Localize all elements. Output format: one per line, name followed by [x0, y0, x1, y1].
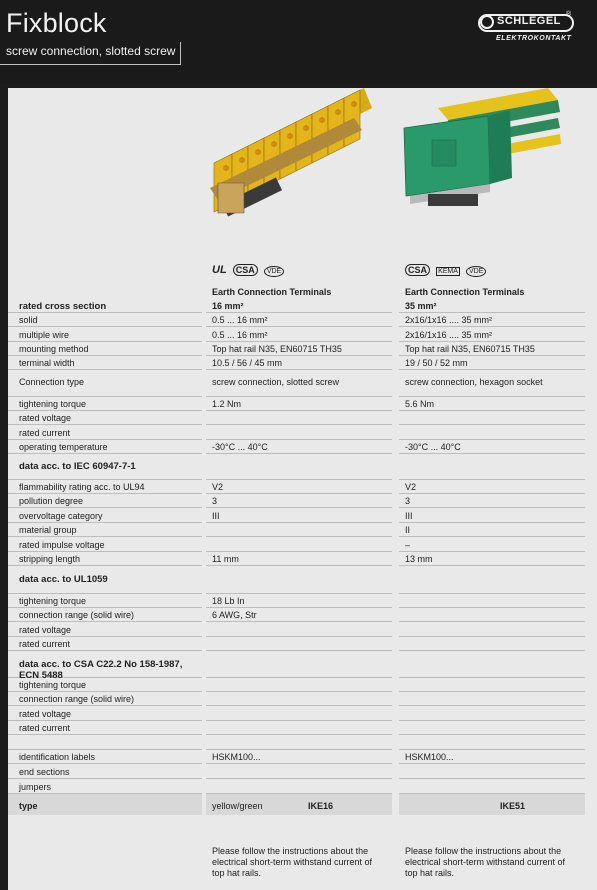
- row-label: mounting method: [19, 344, 89, 354]
- row-label: end sections: [19, 767, 70, 777]
- row-separator: [399, 650, 585, 651]
- table-row: [8, 652, 597, 681]
- table-row: [8, 356, 597, 370]
- color-text: yellow/green: [212, 801, 263, 811]
- row-label: tightening torque: [19, 399, 87, 409]
- table-row: [8, 509, 597, 523]
- row-label: rated voltage: [19, 625, 72, 635]
- note-col1: Please follow the instructions about the electrical short-term withstand current of top hat rails.: [212, 846, 373, 878]
- csa-mark-icon: CSA: [405, 264, 430, 276]
- row-separator: [206, 565, 392, 566]
- row-label: rated current: [19, 723, 71, 733]
- value-col2: 13 mm: [405, 554, 433, 564]
- table-row: [8, 765, 597, 779]
- value-col2: 3: [405, 496, 411, 506]
- value-col1: HSKM100...: [212, 752, 261, 762]
- row-label: jumpers: [19, 782, 52, 792]
- row-separator: [206, 705, 392, 706]
- row-separator: [399, 326, 585, 327]
- row-label: identification labels: [19, 752, 96, 762]
- table-row: [8, 678, 597, 692]
- row-separator: [206, 424, 392, 425]
- row-separator: [206, 536, 392, 537]
- row-separator: [8, 621, 202, 622]
- table-row: [8, 594, 597, 608]
- value-col1: 16 mm²: [212, 301, 244, 311]
- table-row: [8, 608, 597, 622]
- row-label: material group: [19, 525, 77, 535]
- subtitle-rule: [0, 64, 180, 65]
- vde-mark-icon: VDE: [466, 266, 486, 277]
- row-separator: [8, 734, 202, 735]
- header: [0, 0, 597, 84]
- value-col2: HSKM100...: [405, 752, 454, 762]
- value-col1: 3: [212, 496, 218, 506]
- table-row: [8, 523, 597, 537]
- table-row: [8, 494, 597, 508]
- row-label: data acc. to CSA C22.2 No 158-1987, ECN 5488: [19, 659, 183, 681]
- value-col1: V2: [212, 482, 224, 492]
- table-row: [8, 342, 597, 356]
- row-separator: [8, 650, 202, 651]
- row-label: flammability rating acc. to UL94: [19, 482, 145, 492]
- table-row: [8, 313, 597, 327]
- row-separator: [399, 705, 585, 706]
- table-row: [8, 692, 597, 706]
- row-label: rated voltage: [19, 413, 72, 423]
- row-separator: [8, 536, 202, 537]
- row-separator: [399, 424, 585, 425]
- value-col2: Top hat rail N35, EN60715 TH35: [405, 344, 535, 354]
- value-col2: II: [405, 525, 411, 535]
- value-col1: 0.5 ... 16 mm²: [212, 315, 268, 325]
- row-separator: [8, 507, 202, 508]
- table-row: [8, 538, 597, 552]
- value-col2: III: [405, 511, 413, 521]
- row-label: Connection type: [19, 377, 85, 387]
- row-label: pollution degree: [19, 496, 84, 506]
- table-row: [8, 567, 597, 594]
- page-subtitle: screw connection, slotted screw: [6, 44, 176, 58]
- row-label: connection range (solid wire): [19, 694, 135, 704]
- row-label: operating temperature: [19, 442, 108, 452]
- column-heading-2: Earth Connection Terminals: [405, 287, 525, 297]
- row-separator: [8, 763, 202, 764]
- table-row: [8, 721, 597, 735]
- table-row: [8, 440, 597, 454]
- table-row: [8, 480, 597, 494]
- table-row: [8, 637, 597, 651]
- ul-mark-icon: UL: [212, 264, 227, 276]
- row-separator: [399, 565, 585, 566]
- schlegel-logo: SCHLEGEL ® ELEKTROKONTAKT: [478, 14, 578, 46]
- row-label: rated cross section: [19, 301, 107, 312]
- row-separator: [206, 778, 392, 779]
- product-code-1: IKE16: [308, 801, 334, 811]
- row-separator: [399, 507, 585, 508]
- value-col2: –: [405, 540, 411, 550]
- row-separator: [399, 734, 585, 735]
- table-row: [8, 623, 597, 637]
- row-separator: [8, 565, 202, 566]
- row-separator: [206, 650, 392, 651]
- table-row: [8, 750, 597, 764]
- row-separator: [399, 536, 585, 537]
- spec-table: [8, 88, 597, 890]
- value-col2: 35 mm²: [405, 301, 437, 311]
- row-label: rated current: [19, 639, 71, 649]
- value-col2: 2x16/1x16 .... 35 mm²: [405, 315, 493, 325]
- row-label: stripping length: [19, 554, 81, 564]
- row-separator: [399, 621, 585, 622]
- column-heading-1: Earth Connection Terminals: [212, 287, 332, 297]
- row-label: connection range (solid wire): [19, 610, 135, 620]
- row-label: data acc. to IEC 60947-7-1: [19, 461, 136, 472]
- value-col2: screw connection, hexagon socket: [405, 377, 543, 387]
- table-row: [8, 426, 597, 440]
- value-col1: screw connection, slotted screw: [212, 377, 340, 387]
- logo-s-icon: [480, 15, 494, 29]
- table-row: [8, 370, 597, 397]
- row-label: data acc. to UL1059: [19, 574, 108, 585]
- row-label: tightening torque: [19, 680, 87, 690]
- row-label: tightening torque: [19, 596, 87, 606]
- product-code-2: IKE51: [500, 801, 526, 811]
- table-row: [8, 707, 597, 721]
- table-row: [8, 454, 597, 480]
- value-col1: 0.5 ... 16 mm²: [212, 330, 268, 340]
- row-separator: [206, 734, 392, 735]
- table-row: [8, 736, 597, 750]
- page-title: Fixblock: [6, 8, 107, 38]
- value-col1: 1.2 Nm: [212, 399, 242, 409]
- table-row: [8, 328, 597, 342]
- row-label: overvoltage category: [19, 511, 103, 521]
- value-col1: 11 mm: [212, 554, 239, 564]
- value-col1: 18 Lb In: [212, 596, 245, 606]
- row-separator: [8, 424, 202, 425]
- subtitle-vertical-rule: [180, 42, 181, 65]
- row-separator: [8, 326, 202, 327]
- row-separator: [399, 763, 585, 764]
- row-label: rated voltage: [19, 709, 72, 719]
- row-separator: [399, 778, 585, 779]
- table-row: [8, 299, 597, 313]
- row-separator: [8, 705, 202, 706]
- value-col1: -30°C ... 40°C: [212, 442, 268, 452]
- row-separator: [8, 778, 202, 779]
- value-col1: Top hat rail N35, EN60715 TH35: [212, 344, 342, 354]
- value-col2: 2x16/1x16 .... 35 mm²: [405, 330, 493, 340]
- table-row: [8, 552, 597, 566]
- row-label: solid: [19, 315, 38, 325]
- spec-panel: [8, 88, 597, 890]
- kema-mark-icon: KEMA: [438, 268, 458, 275]
- row-label: terminal width: [19, 358, 75, 368]
- csa-mark-icon: CSA: [233, 264, 258, 276]
- row-label: multiple wire: [19, 330, 70, 340]
- row-separator: [206, 621, 392, 622]
- table-row: [8, 411, 597, 425]
- note-col2: Please follow the instructions about the electrical short-term withstand current of top hat rails.: [405, 846, 566, 878]
- table-row: [8, 780, 597, 794]
- value-col2: 5.6 Nm: [405, 399, 435, 409]
- row-separator: [206, 507, 392, 508]
- table-row: [8, 397, 597, 411]
- type-label: type: [19, 801, 38, 811]
- row-separator: [206, 763, 392, 764]
- row-label: rated current: [19, 428, 71, 438]
- value-col2: V2: [405, 482, 417, 492]
- value-col1: 6 AWG, Str: [212, 610, 257, 620]
- value-col1: III: [212, 511, 220, 521]
- value-col2: 19 / 50 / 52 mm: [405, 358, 468, 368]
- row-separator: [206, 326, 392, 327]
- value-col1: 10.5 / 56 / 45 mm: [212, 358, 283, 368]
- value-col2: -30°C ... 40°C: [405, 442, 461, 452]
- row-label: rated impulse voltage: [19, 540, 105, 550]
- vde-mark-icon: VDE: [264, 266, 284, 277]
